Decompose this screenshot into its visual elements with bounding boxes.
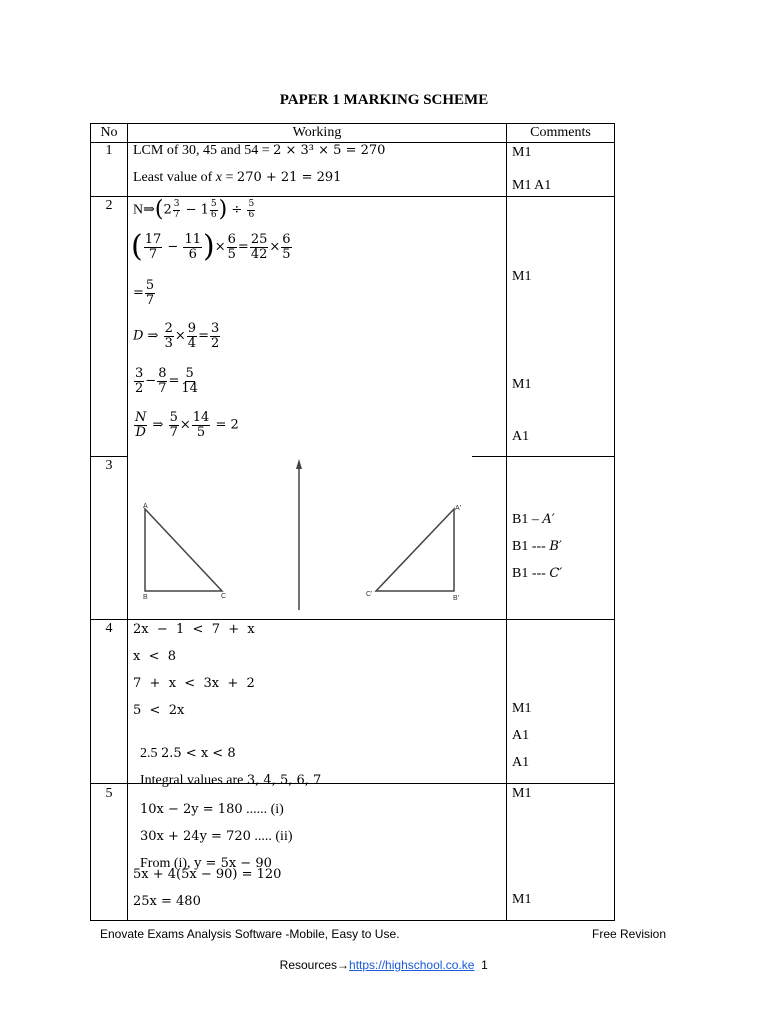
q2-comment-3: A1: [512, 429, 530, 444]
label-a: A: [143, 503, 148, 510]
mirror-line-arrowhead: [296, 459, 302, 469]
header-comments: Comments: [530, 125, 591, 140]
q3-reflection-diagram: [130, 457, 470, 617]
q5-line-1: 10x − 2y = 180 ...... (i): [140, 802, 284, 817]
q4-comment-3: A1: [512, 755, 530, 770]
q5-line-3: From (i), y = 5x − 90: [140, 856, 272, 871]
footer-link[interactable]: https://highschool.co.ke: [349, 958, 475, 972]
q4-line-4: 5 < 2x: [133, 703, 185, 718]
q2-line-4: D ⇒ $\frac{2}{3}$ × $\frac{9}{4}$ = $\frac{3}{2}$: [133, 321, 220, 351]
footer-left-text: Enovate Exams Analysis Software -Mobile, Easy to Use.: [100, 927, 400, 941]
q2-line-5: $\frac{3}{2}$ − $\frac{8}{7}$ = $\frac{5}{14}$: [135, 366, 198, 396]
q4-line-3: 7 + x < 3x + 2: [133, 676, 255, 691]
q3-comment-1: B1 – A′: [512, 512, 555, 527]
q4-comment-2: A1: [512, 728, 530, 743]
header-working: Working: [292, 125, 342, 140]
header-no: No: [100, 125, 118, 140]
q1-comment-2: M1 A1: [512, 178, 552, 193]
q1-line-1: LCM of 30, 45 and 54 = 2 × 3³ × 5 = 270: [133, 143, 386, 158]
q1-line-2: Least value of x = 270 + 21 = 291: [133, 170, 342, 185]
q4-line-5: 2.5 2.5 < x < 8: [140, 746, 236, 761]
label-c-prime: C': [366, 591, 373, 598]
q4-number: 4: [105, 621, 113, 636]
label-b-prime: B': [453, 595, 460, 602]
q5-comment-2: M1: [512, 892, 532, 907]
page-number: 1: [481, 958, 488, 972]
q5-line-2: 30x + 24y = 720 ..... (ii): [140, 829, 293, 844]
q4-line-1: 2x − 1 < 7 + x: [133, 622, 255, 637]
q3-number: 3: [105, 458, 113, 473]
q2-comment-2: M1: [512, 377, 532, 392]
q2-line-2: ( $\frac{17}{7}$ − $\frac{11}{6}$ )× $\frac{6}{5}$ = $\frac{25}{42}$ × $\frac{6}{5}$: [131, 229, 291, 264]
q2-line-3: = $\frac{5}{7}$: [133, 278, 155, 308]
label-c: C: [221, 593, 227, 600]
footer-resources-line: [273, 944, 488, 972]
q5-line-4: 5x + 4(5x − 90) = 120: [133, 867, 282, 882]
arrow-right-icon: →: [337, 958, 350, 972]
q4-line-6: Integral values are 3, 4, 5, 6, 7: [140, 773, 322, 788]
page-title: PAPER 1 MARKING SCHEME: [279, 92, 489, 108]
q3-comment-2: B1 --- B′: [512, 539, 562, 554]
q5-comment-1: M1: [512, 786, 532, 801]
label-a-prime: A': [455, 505, 462, 512]
q2-line-1: N⇒(2 $\frac{3}{7}$ − 1 $\frac{5}{6}$ ) ÷ $\frac{5}{6}$: [133, 197, 255, 222]
q5-line-5: 25x = 480: [133, 894, 201, 909]
q4-comment-1: M1: [512, 701, 532, 716]
q3-comment-3: B1 --- C′: [512, 566, 563, 581]
label-b: B: [143, 594, 148, 601]
q5-number: 5: [105, 786, 113, 801]
q1-comment-1: M1: [512, 145, 532, 160]
q2-line-6: $\frac{N}{D}$ ⇒ $\frac{5}{7}$ × $\frac{14}{5}$ = 2: [135, 410, 239, 440]
q2-number: 2: [105, 198, 113, 213]
footer-resources-label: Resources: [279, 958, 338, 972]
triangle-abc-image: [376, 509, 454, 591]
q1-number: 1: [105, 143, 113, 158]
footer-right-text: Free Revision: [592, 927, 667, 941]
triangle-abc: [145, 509, 222, 591]
q4-line-2: x < 8: [133, 649, 177, 664]
q2-comment-1: M1: [512, 269, 532, 284]
